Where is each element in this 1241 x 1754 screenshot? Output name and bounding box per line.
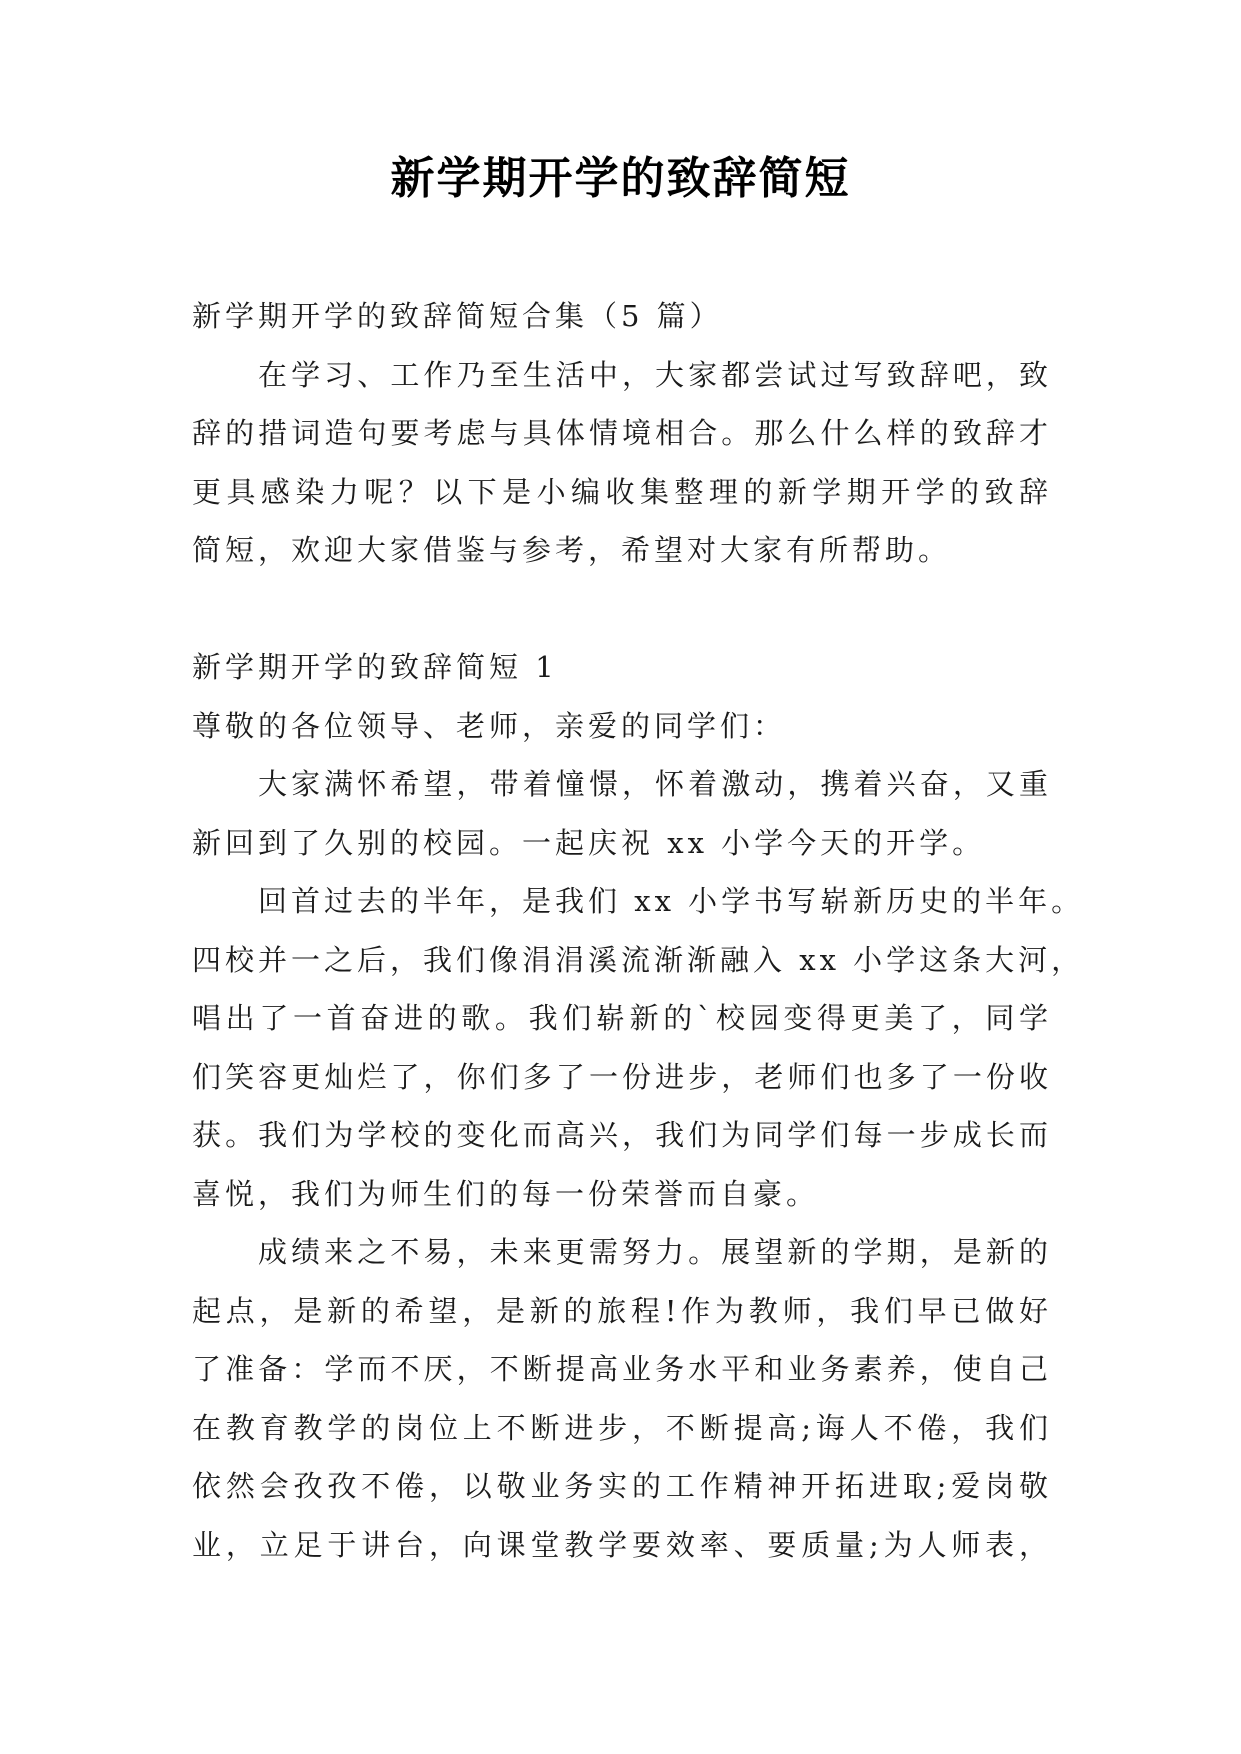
paragraph-line: 简短，欢迎大家借鉴与参考，希望对大家有所帮助。 [192,533,952,567]
paragraph-line: 在学习、工作乃至生活中，大家都尝试过写致辞吧，致 [258,357,1052,392]
paragraph-line: 获。我们为学校的变化而高兴，我们为同学们每一步成长而 [192,1118,1052,1152]
collection-subtitle: 新学期开学的致辞简短合集（5 篇） [192,299,723,333]
paragraph-line: 辞的措词造句要考虑与具体情境相合。那么什么样的致辞才 [192,416,1052,450]
document-title: 新学期开学的致辞简短 [390,153,851,204]
paragraph-line: 依然会孜孜不倦，以敬业务实的工作精神开拓进取;爱岗敬 [192,1469,1052,1503]
paragraph-line: 新回到了久别的校园。一起庆祝 xx 小学今天的开学。 [192,825,986,860]
document-body [192,287,1085,1574]
section-heading: 新学期开学的致辞简短 1 [192,650,558,684]
body-paragraph [192,1223,1052,1574]
paragraph-line: 业，立足于讲台，向课堂教学要效率、要质量;为人师表， [192,1527,1052,1562]
paragraph-line: 更具感染力呢？以下是小编收集整理的新学期开学的致辞 [192,474,1052,509]
paragraph-line: 在教育教学的岗位上不断进步，不断提高;诲人不倦，我们 [192,1410,1052,1445]
intro-paragraph [192,346,1052,580]
paragraph-line: 唱出了一首奋进的歌。我们崭新的`校园变得更美了，同学 [192,1001,1052,1035]
paragraph-line: 喜悦，我们为师生们的每一份荣誉而自豪。 [192,1176,820,1211]
paragraph-line: 们笑容更灿烂了，你们多了一份进步，老师们也多了一份收 [192,1059,1052,1094]
paragraph-line: 回首过去的半年，是我们 xx 小学书写崭新历史的半年。 [258,884,1085,918]
paragraph-line: 了准备：学而不厌，不断提高业务水平和业务素养，使自己 [192,1352,1052,1386]
salutation: 尊敬的各位领导、老师，亲爱的同学们： [192,708,787,743]
paragraph-line: 起点，是新的希望，是新的旅程!作为教师，我们早已做好 [192,1293,1052,1328]
paragraph-line: 四校并一之后，我们像涓涓溪流渐渐融入 xx 小学这条大河， [192,942,1085,977]
speech-section [192,638,1085,1574]
body-paragraph [192,755,1052,872]
paragraph-line: 大家满怀希望，带着憧憬，怀着激动，携着兴奋，又重 [258,767,1052,801]
paragraph-line: 成绩来之不易，未来更需努力。展望新的学期，是新的 [258,1235,1052,1269]
body-paragraph [192,872,1085,1223]
